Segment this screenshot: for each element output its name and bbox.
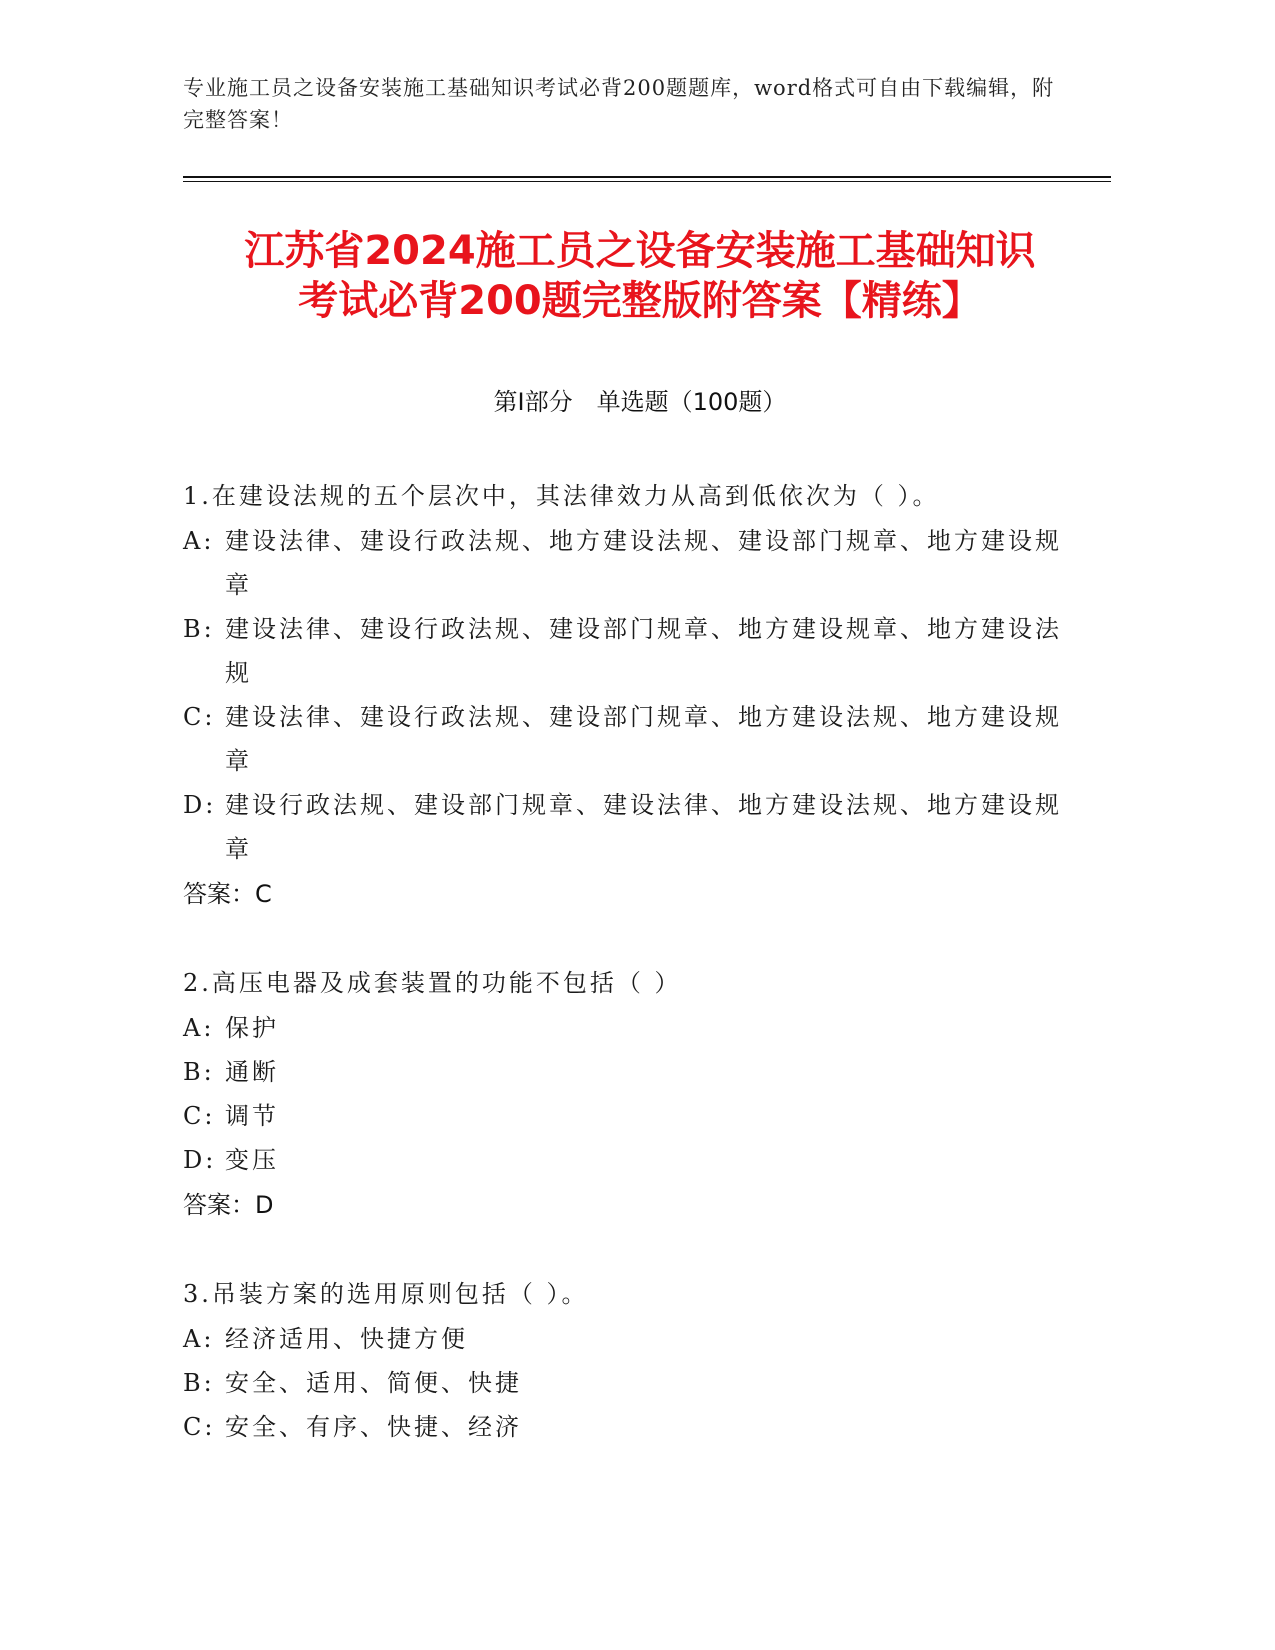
option-text: 安全、适用、简便、快捷 bbox=[225, 1369, 522, 1397]
option-key: C: bbox=[183, 1102, 216, 1130]
option-c bbox=[183, 1094, 1063, 1138]
answer-line: 答案：C bbox=[183, 880, 272, 908]
document-title bbox=[140, 226, 1140, 326]
title-line-2: 考试必背200题完整版附答案【精练】 bbox=[298, 278, 982, 324]
option-c bbox=[183, 1405, 1063, 1449]
option-key: C: bbox=[183, 1413, 216, 1441]
option-text: 安全、有序、快捷、经济 bbox=[225, 1413, 522, 1441]
option-a bbox=[183, 1006, 1063, 1050]
option-text: 通断 bbox=[225, 1058, 279, 1086]
option-key: B: bbox=[183, 615, 215, 643]
option-text: 变压 bbox=[225, 1146, 279, 1174]
question-stem: 2.高压电器及成套装置的功能不包括（ ） bbox=[183, 969, 682, 997]
answer-line: 答案：D bbox=[183, 1191, 274, 1219]
option-d bbox=[183, 783, 1063, 871]
question-3 bbox=[183, 1272, 1063, 1449]
header-note: 专业施工员之设备安装施工基础知识考试必背200题题库，word格式可自由下载编辑，附完整答案！ bbox=[183, 76, 1055, 132]
option-key: B: bbox=[183, 1058, 215, 1086]
question-1 bbox=[183, 474, 1063, 917]
title-line-1: 江苏省2024施工员之设备安装施工基础知识 bbox=[244, 228, 1036, 274]
option-text: 建设行政法规、建设部门规章、建设法律、地方建设法规、地方建设规章 bbox=[225, 791, 1062, 863]
option-text: 建设法律、建设行政法规、建设部门规章、地方建设规章、地方建设法规 bbox=[225, 615, 1062, 687]
question-list bbox=[183, 474, 1063, 1493]
option-text: 保护 bbox=[225, 1014, 279, 1042]
header-rule-thin bbox=[183, 181, 1111, 182]
option-key: A: bbox=[183, 527, 215, 555]
option-text: 调节 bbox=[225, 1102, 279, 1130]
option-key: A: bbox=[183, 1014, 215, 1042]
option-key: A: bbox=[183, 1325, 215, 1353]
option-text: 建设法律、建设行政法规、地方建设法规、建设部门规章、地方建设规章 bbox=[225, 527, 1062, 599]
question-stem: 1.在建设法规的五个层次中，其法律效力从高到低依次为（ ）。 bbox=[183, 482, 940, 510]
option-a bbox=[183, 519, 1063, 607]
option-key: D: bbox=[183, 1146, 217, 1174]
option-key: B: bbox=[183, 1369, 215, 1397]
option-c bbox=[183, 695, 1063, 783]
option-key: C: bbox=[183, 703, 216, 731]
section-title: 第I部分 单选题（100题） bbox=[493, 388, 787, 416]
option-d bbox=[183, 1138, 1063, 1182]
option-text: 建设法律、建设行政法规、建设部门规章、地方建设法规、地方建设规章 bbox=[225, 703, 1062, 775]
header-rule-thick bbox=[183, 176, 1111, 178]
option-b bbox=[183, 607, 1063, 695]
option-text: 经济适用、快捷方便 bbox=[225, 1325, 468, 1353]
option-a bbox=[183, 1317, 1063, 1361]
question-2 bbox=[183, 961, 1063, 1228]
question-stem: 3.吊装方案的选用原则包括（ ）。 bbox=[183, 1280, 589, 1308]
option-key: D: bbox=[183, 791, 217, 819]
option-b bbox=[183, 1361, 1063, 1405]
option-b bbox=[183, 1050, 1063, 1094]
